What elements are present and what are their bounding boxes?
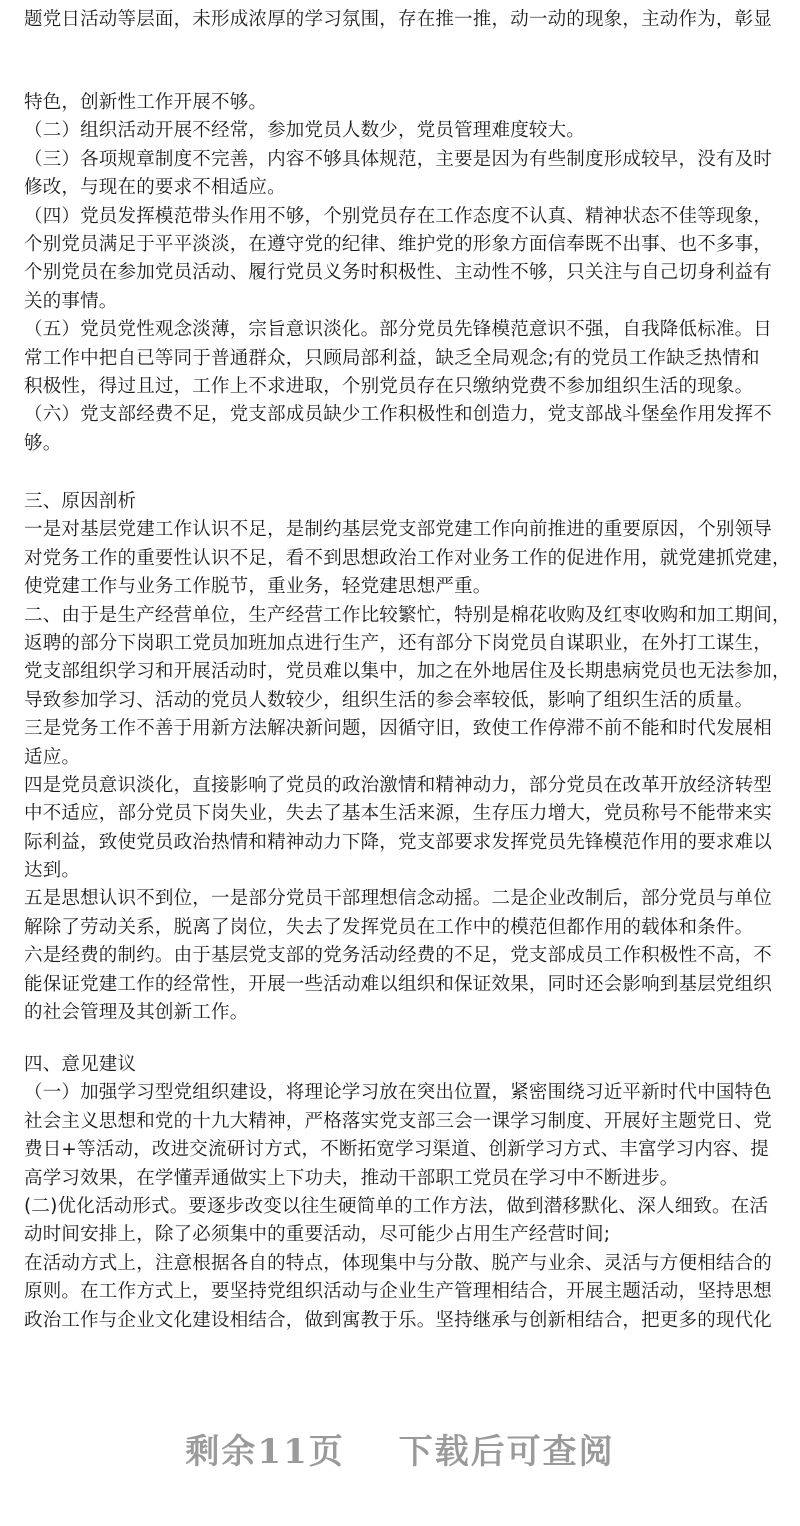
text-line: 达到。 (24, 860, 81, 882)
text-line: 六是经费的制约。由于基层党支部的党务活动经费的不足，党支部成员工作积极性不高，不 (24, 945, 773, 967)
top-fragment (24, 6, 784, 34)
text-line: （二）组织活动开展不经常，参加党员人数少，党员管理难度较大。 (24, 120, 586, 142)
text-line: 使党建工作与业务工作脱节，重业务，轻党建思想严重。 (24, 576, 492, 598)
text-line: （一）加强学习型党组织建设，将理论学习放在突出位置，紧密围绕习近平新时代中国特色 (24, 1082, 773, 1104)
text-line: 适应。 (24, 746, 81, 768)
text-line: 动时间安排上，除了必须集中的重要活动，尽可能少占用生产经营时间; (24, 1224, 611, 1246)
text-line: 能保证党建工作的经常性，开展一些活动难以组织和保证效果，同时还会影响到基层党组织 (24, 973, 773, 995)
remaining-pages-text: 剩余11页 (185, 1432, 345, 1472)
text-line: 社会主义思想和党的十九大精神，严格落实党支部三会一课学习制度、开展好主题党日、党 (24, 1110, 773, 1132)
download-to-view-text: 下载后可查阅 (398, 1432, 615, 1472)
text-line: 党支部组织学习和开展活动时，党员难以集中，加之在外地居住及长期患病党员也无法参加， (24, 661, 791, 683)
text-line: （六）党支部经费不足，党支部成员缺少工作积极性和创造力，党支部战斗堡垒作用发挥不 (24, 404, 773, 426)
text-line: (二)优化活动形式。要逐步改变以往生硬简单的工作方法，做到潜移默化、深人细致。在活 (24, 1195, 769, 1217)
text-line: 修改，与现在的要求不相适应。 (24, 177, 286, 199)
text-line: 够。 (24, 432, 62, 454)
text-line: 对党务工作的重要性认识不足，看不到思想政治工作对业务工作的促进作用，就党建抓党建， (24, 547, 791, 569)
text-line: 四、意见建议 (24, 1054, 137, 1075)
text-line: 个别党员在参加党员活动、履行党员义务时积极性、主动性不够，只关注与自己切身利益有 (24, 262, 773, 284)
text-line: 四是党员意识淡化，直接影响了党员的政治激情和精神动力，部分党员在改革开放经济转型 (24, 774, 773, 796)
text-line: 五是思想认识不到位，一是部分党员干部理想信念动摇。二是企业改制后，部分党员与单位 (24, 888, 773, 910)
text-line: 三是党务工作不善于用新方法解决新问题，因循守旧，致使工作停滞不前不能和时代发展相 (24, 718, 773, 740)
text-line: 题党日活动等层面，未形成浓厚的学习氛围，存在推一推，动一动的现象，主动作为，彰显 (24, 9, 773, 30)
text-line: 关的事情。 (24, 290, 118, 312)
text-line: 际利益，致使党员政治热情和精神动力下降，党支部要求发挥党员先锋模范作用的要求难以 (24, 831, 773, 853)
text-line: 在活动方式上，注意根据各自的特点，体现集中与分散、脱产与业余、灵活与方便相结合的 (24, 1252, 773, 1274)
text-line: 原则。在工作方式上，要坚持党组织活动与企业生产管理相结合，开展主题活动，坚持思想 (24, 1281, 773, 1303)
text-line: 中不适应，部分党员下岗失业，失去了基本生活来源，生存压力增大，党员称号不能带来实 (24, 803, 773, 825)
text-line: 个别党员满足于平平淡淡，在遵守党的纪律、维护党的形象方面信奉既不出事、也不多事， (24, 233, 773, 255)
text-line: （四）党员发挥模范带头作用不够，个别党员存在工作态度不认真、精神状态不佳等现象， (24, 205, 773, 227)
text-line: 二、由于是生产经营单位，生产经营工作比较繁忙，特别是棉花收购及红枣收购和加工期间， (24, 604, 791, 626)
causes-section (24, 488, 791, 1027)
text-line: 特色，创新性工作开展不够。 (24, 92, 268, 113)
text-line: 高学习效果，在学懂弄通做实上下功夫，推动干部职工党员在学习中不断进步。 (24, 1167, 679, 1189)
text-line: 三、原因剖析 (24, 491, 137, 512)
text-line: 费日+等活动，改进交流研讨方式，不断拓宽学习渠道、创新学习方式、丰富学习内容、提 (24, 1139, 770, 1161)
text-line: 政治工作与企业文化建设相结合，做到寓教于乐。坚持继承与创新相结合，把更多的现代化 (24, 1309, 773, 1331)
text-line: 的社会管理及其创新工作。 (24, 1002, 249, 1024)
download-prompt[interactable] (0, 1424, 800, 1473)
text-line: 解除了劳动关系，脱离了岗位，失去了发挥党员在工作中的模范但都作用的载体和条件。 (24, 916, 754, 938)
suggestions-section (24, 1051, 784, 1335)
text-line: （五）党员党性观念淡薄，宗旨意识淡化。部分党员先锋模范意识不强，自我降低标准。日 (24, 319, 773, 341)
text-line: 返聘的部分下岗职工党员加班加点进行生产，还有部分下岗党员自谋职业，在外打工谋生， (24, 632, 773, 654)
problems-section (24, 89, 784, 458)
text-line: 常工作中把自已等同于普通群众，只顾局部利益，缺乏全局观念;有的党员工作缺乏热情和 (24, 347, 760, 369)
text-line: （三）各项规章制度不完善，内容不够具体规范，主要是因为有些制度形成较早，没有及时 (24, 148, 773, 170)
text-line: 积极性，得过且过，工作上不求进取，个别党员存在只缴纳党费不参加组织生活的现象。 (24, 375, 754, 397)
text-line: 导致参加学习、活动的党员人数较少，组织生活的参会率较低，影响了组织生活的质量。 (24, 689, 754, 711)
text-line: 一是对基层党建工作认识不足，是制约基层党支部党建工作向前推进的重要原因，个别领导 (24, 519, 773, 541)
